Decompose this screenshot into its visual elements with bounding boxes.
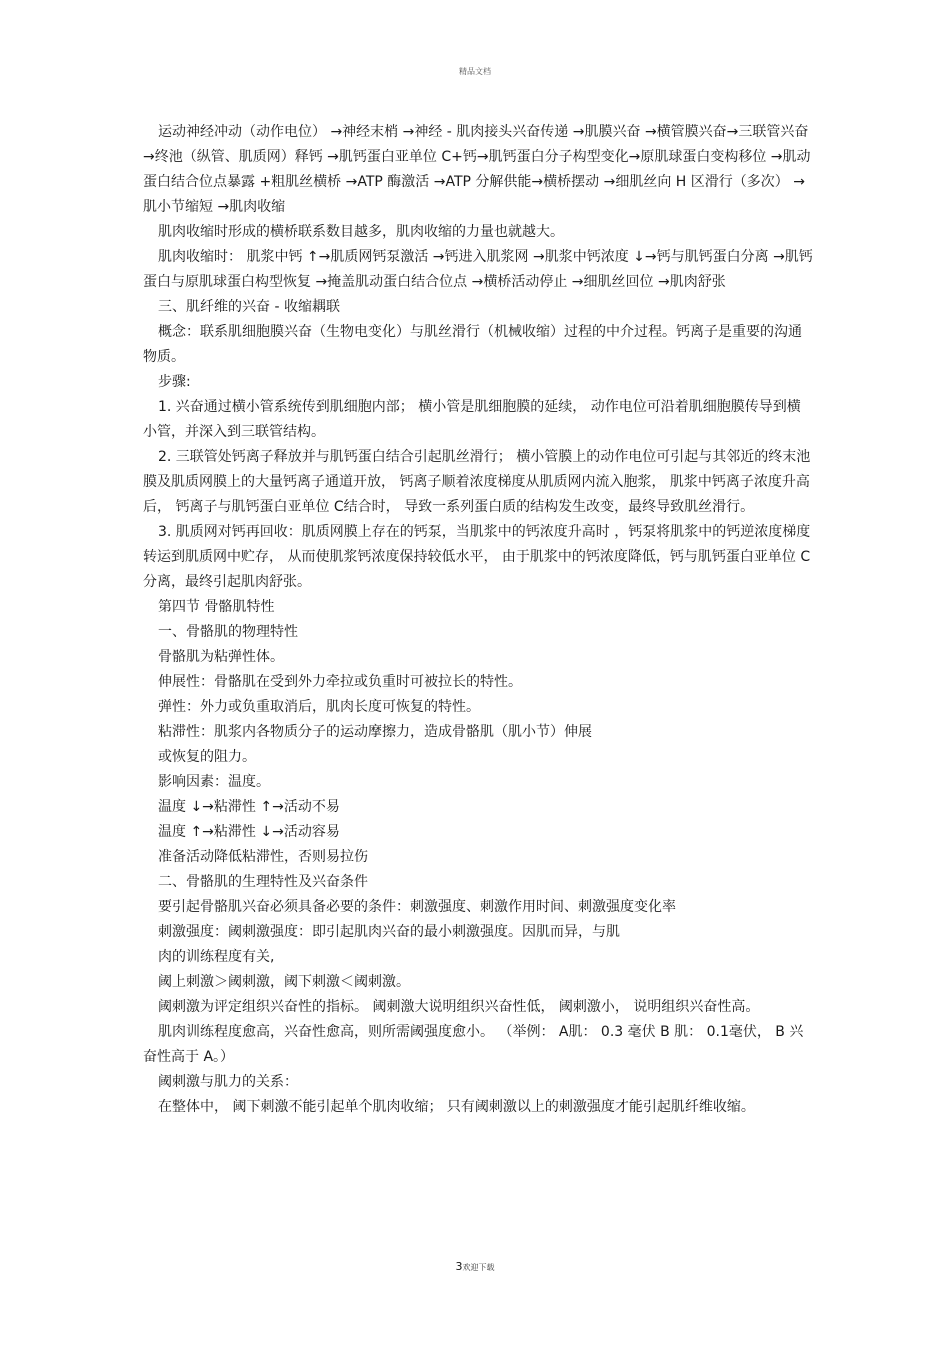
paragraph: 步骤:	[158, 374, 191, 390]
section-heading: 第四节 骨骼肌特性	[158, 599, 275, 615]
paragraph: 或恢复的阻力。	[158, 749, 256, 765]
paragraph: 温度 ↓→粘滞性 ↑→活动不易	[158, 799, 340, 815]
paragraph: 弹性：外力或负重取消后，肌肉长度可恢复的特性。	[158, 699, 480, 715]
paragraph: 肌肉收缩时： 肌浆中钙 ↑→肌质网钙泵激活 →钙进入肌浆网 →肌浆中钙浓度 ↓→钙与肌钙蛋白分离 →肌钙蛋白与原肌球蛋白构型恢复 →掩盖肌动蛋白结合位点 →横桥活动停止 →细肌丝回位 →肌肉舒张	[143, 249, 813, 290]
paragraph: 骨骼肌为粘弹性体。	[158, 649, 284, 665]
page-number: 3	[455, 1260, 463, 1273]
paragraph: 刺激强度：阈刺激强度：即引起肌肉兴奋的最小刺激强度。因肌而异，与肌	[158, 924, 620, 940]
section-heading: 三、肌纤维的兴奋 - 收缩耦联	[158, 299, 340, 315]
paragraph: 伸展性：骨骼肌在受到外力牵拉或负重时可被拉长的特性。	[158, 674, 522, 690]
paragraph: 要引起骨骼肌兴奋必须具备必要的条件：刺激强度、刺激作用时间、刺激强度变化率	[158, 899, 676, 915]
paragraph: 阈刺激与肌力的关系：	[158, 1074, 298, 1090]
paragraph: 准备活动降低粘滞性，否则易拉伤	[158, 849, 368, 865]
paragraph: 运动神经冲动（动作电位） →神经末梢 →神经 - 肌肉接头兴奋传递 →肌膜兴奋 →横管膜兴奋→三联管兴奋 →终池（纵管、肌质网）释钙 →肌钙蛋白亚单位 C+钙→肌钙蛋白分子构型变化→原肌球蛋白变构移位 →肌动蛋白结合位点暴露 +粗肌丝横桥 →ATP 酶激活 →ATP 分解供能→横桥摆动 →细肌丝向 H 区滑行（多次） →肌小节缩短 →肌肉收缩	[143, 124, 811, 215]
footer-text: 欢迎下载	[462, 1263, 495, 1272]
list-item: 3. 肌质网对钙再回收：肌质网膜上存在的钙泵，当肌浆中的钙浓度升高时 ，钙泵将肌浆中的钙逆浓度梯度转运到肌质网中贮存， 从而使肌浆钙浓度保持较低水平， 由于肌浆中的钙浓度降低，钙与肌钙蛋白亚单位 C分离，最终引起肌肉舒张。	[143, 524, 811, 590]
paragraph: 肌肉收缩时形成的横桥联系数目越多，肌肉收缩的力量也就越大。	[158, 224, 564, 240]
page-header: 精品文档	[459, 67, 491, 76]
section-heading: 一、骨骼肌的物理特性	[158, 624, 298, 640]
paragraph: 温度 ↑→粘滞性 ↓→活动容易	[158, 824, 340, 840]
section-heading: 二、骨骼肌的生理特性及兴奋条件	[158, 874, 368, 890]
list-item: 1. 兴奋通过横小管系统传到肌细胞内部； 横小管是肌细胞膜的延续， 动作电位可沿着肌细胞膜传导到横小管，并深入到三联管结构。	[143, 399, 801, 440]
paragraph: 阈刺激为评定组织兴奋性的指标。 阈刺激大说明组织兴奋性低， 阈刺激小， 说明组织兴奋性高。	[158, 999, 760, 1015]
paragraph: 影响因素：温度。	[158, 774, 270, 790]
document-body	[143, 120, 813, 1120]
paragraph: 阈上刺激＞阈刺激，阈下刺激＜阈刺激。	[158, 974, 410, 990]
paragraph: 在整体中， 阈下刺激不能引起单个肌肉收缩； 只有阈刺激以上的刺激强度才能引起肌纤维收缩。	[158, 1099, 755, 1115]
paragraph: 概念：联系肌细胞膜兴奋（生物电变化）与肌丝滑行（机械收缩）过程的中介过程。钙离子是重要的沟通物质。	[143, 324, 802, 365]
page-footer	[0, 1260, 950, 1273]
paragraph: 肌肉训练程度愈高，兴奋性愈高，则所需阈强度愈小。 （举例： A肌： 0.3 毫伏 B 肌： 0.1毫伏， B 兴奋性高于 A。）	[143, 1024, 804, 1065]
paragraph: 粘滞性：肌浆内各物质分子的运动摩擦力，造成骨骼肌（肌小节）伸展	[158, 724, 592, 740]
list-item: 2. 三联管处钙离子释放并与肌钙蛋白结合引起肌丝滑行； 横小管膜上的动作电位可引起与其邻近的终末池膜及肌质网膜上的大量钙离子通道开放， 钙离子顺着浓度梯度从肌质网内流入胞浆， 肌浆中钙离子浓度升高后， 钙离子与肌钙蛋白亚单位 C结合时， 导致一系列蛋白质的结构发生改变，最终导致肌丝滑行。	[143, 449, 811, 515]
paragraph: 肉的训练程度有关,	[158, 949, 275, 965]
